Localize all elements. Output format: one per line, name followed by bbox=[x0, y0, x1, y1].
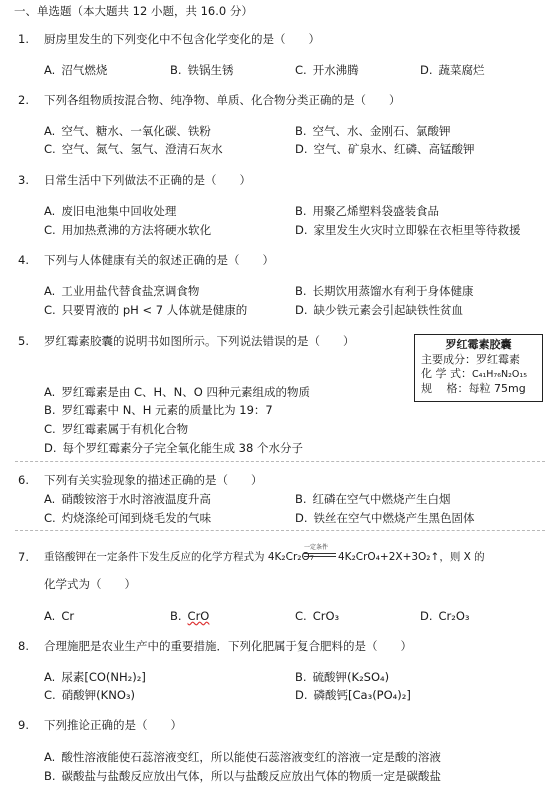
option-label: D. bbox=[44, 441, 57, 455]
question-text: 下列与人体健康有关的叙述正确的是（ ） bbox=[44, 253, 274, 267]
option-text: 每个罗红霉素分子完全氧化能生成 38 个水分子 bbox=[62, 441, 303, 455]
option-d[interactable] bbox=[295, 511, 475, 525]
option-text: 沼气燃烧 bbox=[61, 63, 108, 77]
drug-label-ingredient: 主要成分：罗红霉素 bbox=[421, 353, 520, 366]
drug-label-title: 罗红霉素胶囊 bbox=[445, 338, 512, 351]
option-label: C. bbox=[295, 609, 307, 623]
option-text: 罗红霉素属于有机化合物 bbox=[61, 422, 189, 436]
option-c[interactable] bbox=[44, 303, 247, 317]
reaction-arrow bbox=[304, 553, 336, 554]
option-text: 尿素[CO(NH₂)₂] bbox=[61, 670, 146, 684]
option-text: 家里发生火灾时立即躲在衣柜里等待救援 bbox=[313, 223, 521, 237]
option-text: 红磷在空气中燃烧产生白烟 bbox=[312, 492, 451, 506]
question-text: 罗红霉素胶囊的说明书如图所示。下列说法错误的是（ ） bbox=[44, 334, 355, 348]
option-label: A. bbox=[44, 63, 56, 77]
option-text: Cr bbox=[61, 609, 75, 623]
option-text: Cr₂O₃ bbox=[438, 609, 470, 623]
option-label: B. bbox=[295, 284, 307, 298]
option-b[interactable] bbox=[295, 670, 389, 684]
option-text: 只要胃液的 pH < 7 人体就是健康的 bbox=[61, 303, 248, 317]
option-label: D. bbox=[420, 609, 433, 623]
option-label: C. bbox=[44, 303, 56, 317]
option-b[interactable] bbox=[44, 769, 441, 783]
option-text: 蔬菜腐烂 bbox=[438, 63, 485, 77]
question-text-cont: 4K₂CrO₄+2X+3O₂↑，则 X 的 bbox=[338, 551, 485, 563]
option-b[interactable] bbox=[295, 204, 439, 218]
question-text: 下列各组物质按混合物、纯净物、单质、化合物分类正确的是（ ） bbox=[44, 93, 401, 107]
option-label: A. bbox=[44, 609, 56, 623]
option-a[interactable] bbox=[44, 609, 74, 623]
option-label: D. bbox=[295, 511, 308, 525]
option-text: 用聚乙烯塑料袋盛装食品 bbox=[312, 204, 440, 218]
option-label: B. bbox=[295, 204, 307, 218]
question-number: 7. bbox=[18, 550, 29, 564]
option-label: A. bbox=[44, 385, 56, 399]
option-b[interactable] bbox=[170, 609, 209, 623]
option-label: C. bbox=[295, 63, 307, 77]
option-label: B. bbox=[170, 63, 182, 77]
option-label: A. bbox=[44, 750, 56, 764]
option-text: 空气、矿泉水、红磷、高锰酸钾 bbox=[313, 142, 475, 156]
option-text: 空气、糖水、一氧化碳、铁粉 bbox=[61, 124, 211, 138]
option-text: 硝酸钾(KNO₃) bbox=[61, 688, 135, 702]
option-d[interactable] bbox=[295, 303, 463, 317]
option-label: D. bbox=[295, 688, 308, 702]
option-text: 长期饮用蒸馏水有利于身体健康 bbox=[312, 284, 474, 298]
option-text: 空气、氮气、氢气、澄清石灰水 bbox=[61, 142, 223, 156]
drug-label-box bbox=[414, 334, 543, 402]
option-label: D. bbox=[420, 63, 433, 77]
option-text: 酸性溶液能使石蕊溶液变红，所以能使石蕊溶液变红的溶液一定是酸的溶液 bbox=[61, 750, 441, 764]
option-label: A. bbox=[44, 204, 56, 218]
option-d[interactable] bbox=[420, 63, 485, 77]
option-c[interactable] bbox=[44, 422, 188, 436]
option-text: 缺少铁元素会引起缺铁性贫血 bbox=[313, 303, 464, 317]
question-text: 下列推论正确的是（ ） bbox=[44, 718, 182, 732]
option-text: 开水沸腾 bbox=[312, 63, 359, 77]
option-d[interactable] bbox=[44, 441, 303, 455]
divider bbox=[15, 461, 545, 462]
option-b[interactable] bbox=[295, 492, 451, 506]
option-b[interactable] bbox=[295, 284, 474, 298]
option-label: B. bbox=[44, 403, 56, 417]
option-label: B. bbox=[170, 609, 182, 623]
question-number: 4. bbox=[18, 253, 29, 267]
option-text: 硝酸铵溶于水时溶液温度升高 bbox=[61, 492, 211, 506]
option-c[interactable] bbox=[295, 63, 359, 77]
option-d[interactable] bbox=[295, 223, 521, 237]
option-text: 罗红霉素是由 C、H、N、O 四种元素组成的物质 bbox=[61, 385, 310, 399]
option-b[interactable] bbox=[295, 124, 451, 138]
option-c[interactable] bbox=[44, 142, 223, 156]
option-text: 空气、水、金刚石、氯酸钾 bbox=[312, 124, 451, 138]
question-number: 1. bbox=[18, 32, 29, 46]
option-label: C. bbox=[44, 688, 56, 702]
option-a[interactable] bbox=[44, 63, 107, 77]
option-text: 灼烧涤纶可闻到烧毛发的气味 bbox=[61, 511, 212, 525]
option-text: 废旧电池集中回收处理 bbox=[61, 204, 177, 218]
option-a[interactable] bbox=[44, 750, 441, 764]
section-title: 一、单选题（本大题共 12 小题，共 16.0 分） bbox=[14, 4, 253, 18]
option-b[interactable] bbox=[170, 63, 234, 77]
question-text: 合理施肥是农业生产中的重要措施．下列化肥属于复合肥料的是（ ） bbox=[44, 639, 412, 653]
option-label: B. bbox=[295, 670, 307, 684]
option-text: 铁丝在空气中燃烧产生黑色固体 bbox=[313, 511, 475, 525]
option-c[interactable] bbox=[295, 609, 339, 623]
option-label: D. bbox=[295, 303, 308, 317]
question-text: 厨房里发生的下列变化中不包含化学变化的是（ ） bbox=[44, 32, 320, 46]
option-label: C. bbox=[44, 142, 56, 156]
option-label: B. bbox=[44, 769, 56, 783]
option-a[interactable] bbox=[44, 670, 146, 684]
option-label: C. bbox=[44, 422, 56, 436]
reaction-condition: 一定条件 bbox=[304, 544, 329, 551]
option-text: CrO₃ bbox=[312, 609, 340, 623]
divider bbox=[15, 530, 545, 531]
question-number: 8. bbox=[18, 639, 29, 653]
option-a[interactable] bbox=[44, 124, 211, 138]
option-label: B. bbox=[295, 124, 307, 138]
option-c[interactable] bbox=[44, 688, 135, 702]
option-text: 工业用盐代替食盐烹调食物 bbox=[61, 284, 200, 298]
question-number: 5. bbox=[18, 334, 29, 348]
option-label: D. bbox=[295, 142, 308, 156]
option-d[interactable] bbox=[420, 609, 470, 623]
option-text: CrO bbox=[187, 609, 210, 623]
question-text: 重铬酸钾在一定条件下发生反应的化学方程式为 4K₂Cr₂O₇ bbox=[44, 551, 314, 563]
option-text: 罗红霉素中 N、H 元素的质量比为 19：7 bbox=[61, 403, 273, 417]
drug-label-formula: 化 学 式：C₄₁H₇₆N₂O₁₅ bbox=[421, 367, 528, 380]
option-text: 铁锅生锈 bbox=[187, 63, 234, 77]
option-b[interactable] bbox=[44, 403, 273, 417]
question-text-line2: 化学式为（ ） bbox=[44, 577, 136, 591]
reaction-arrow bbox=[304, 556, 336, 557]
option-d[interactable] bbox=[295, 142, 475, 156]
option-label: A. bbox=[44, 670, 56, 684]
option-text: 用加热煮沸的方法将硬水软化 bbox=[61, 223, 212, 237]
option-text: 磷酸钙[Ca₃(PO₄)₂] bbox=[313, 688, 411, 702]
question-number: 9. bbox=[18, 718, 29, 732]
question-text: 下列有关实验现象的描述正确的是（ ） bbox=[44, 473, 263, 487]
question-number: 2. bbox=[18, 93, 29, 107]
option-label: A. bbox=[44, 284, 56, 298]
option-c[interactable] bbox=[44, 511, 211, 525]
option-a[interactable] bbox=[44, 204, 176, 218]
option-label: D. bbox=[295, 223, 308, 237]
question-number: 6. bbox=[18, 473, 29, 487]
question-text: 日常生活中下列做法不正确的是（ ） bbox=[44, 173, 251, 187]
option-label: C. bbox=[44, 511, 56, 525]
option-label: B. bbox=[295, 492, 307, 506]
option-c[interactable] bbox=[44, 223, 211, 237]
option-text: 硫酸钾(K₂SO₄) bbox=[312, 670, 390, 684]
question-number: 3. bbox=[18, 173, 29, 187]
drug-label-spec: 规 格：每粒 75mg bbox=[421, 382, 526, 395]
option-label: A. bbox=[44, 492, 56, 506]
option-label: A. bbox=[44, 124, 56, 138]
option-label: C. bbox=[44, 223, 56, 237]
option-a[interactable] bbox=[44, 284, 199, 298]
option-d[interactable] bbox=[295, 688, 411, 702]
option-a[interactable] bbox=[44, 385, 310, 399]
option-a[interactable] bbox=[44, 492, 211, 506]
option-text: 碳酸盐与盐酸反应放出气体，所以与盐酸反应放出气体的物质一定是碳酸盐 bbox=[61, 769, 442, 783]
